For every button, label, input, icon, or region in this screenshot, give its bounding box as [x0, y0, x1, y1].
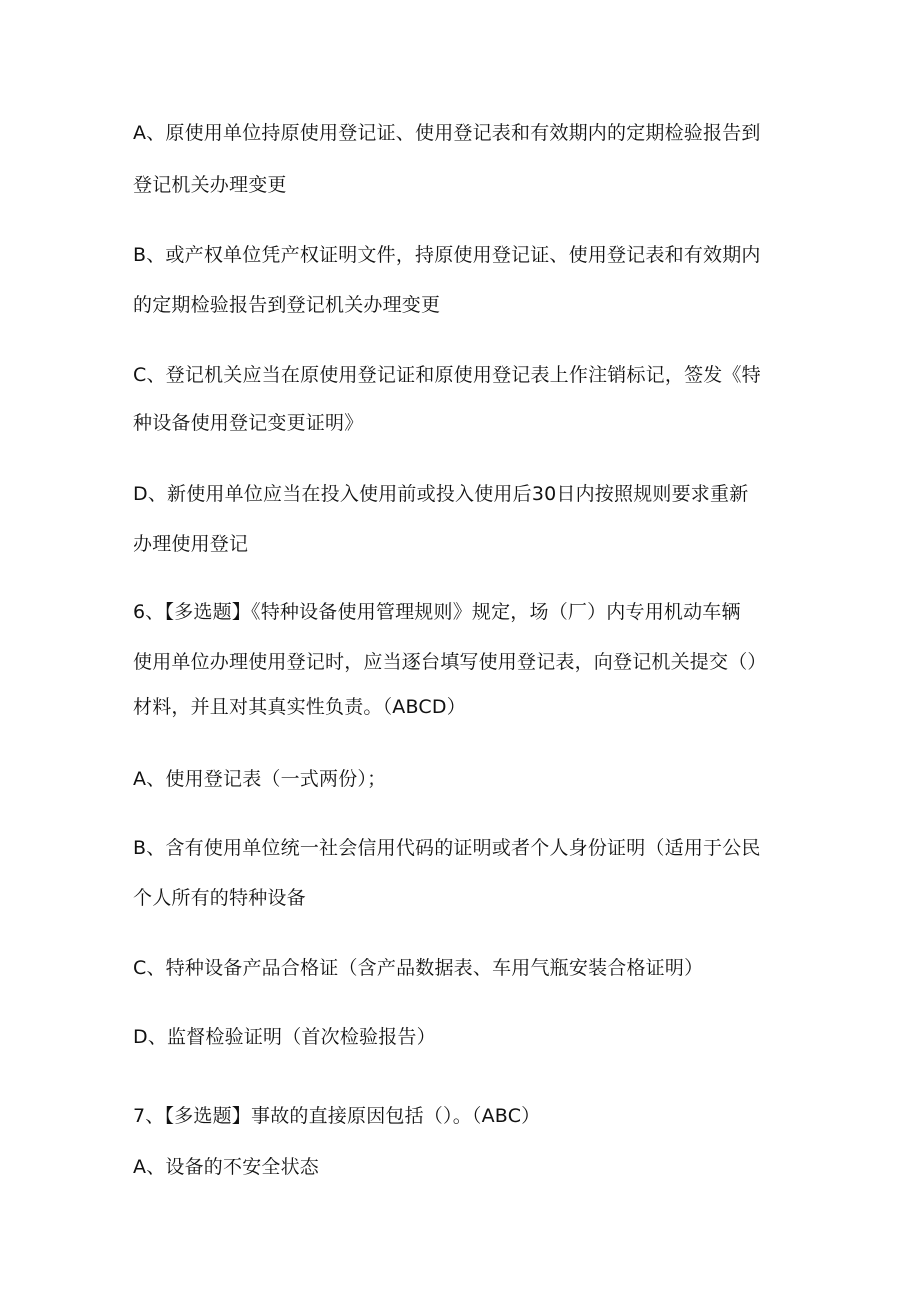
- q5-option-c-line-2: 种设备使用登记变更证明》: [133, 412, 364, 434]
- q6-stem-line-3: 材料，并且对其真实性负责。（ABCD）: [133, 696, 466, 718]
- q5-option-b-line-2: 的定期检验报告到登记机关办理变更: [133, 294, 441, 316]
- q6-option-d: D、监督检验证明（首次检验报告）: [133, 1026, 436, 1048]
- q5-option-d-line-2: 办理使用登记: [133, 533, 249, 555]
- q6-option-a: A、使用登记表（一式两份）；: [133, 768, 387, 790]
- q5-option-b-line-1: B、或产权单位凭产权证明文件，持原使用登记证、使用登记表和有效期内: [133, 244, 761, 266]
- q5-option-d-line-1: D、新使用单位应当在投入使用前或投入使用后30日内按照规则要求重新: [133, 483, 749, 505]
- q5-option-c-line-1: C、登记机关应当在原使用登记证和原使用登记表上作注销标记，签发《特: [133, 364, 761, 386]
- q5-option-a-line-2: 登记机关办理变更: [133, 174, 287, 196]
- q6-stem-line-1: 6、【多选题】《特种设备使用管理规则》规定，场（厂）内专用机动车辆: [133, 601, 741, 623]
- q7-stem: 7、【多选题】事故的直接原因包括（）。（ABC）: [133, 1105, 541, 1127]
- q6-option-c: C、特种设备产品合格证（含产品数据表、车用气瓶安装合格证明）: [133, 957, 704, 979]
- q7-option-a: A、设备的不安全状态: [133, 1156, 319, 1178]
- q6-option-b-line-1: B、含有使用单位统一社会信用代码的证明或者个人身份证明（适用于公民: [133, 837, 761, 859]
- q6-stem-line-2: 使用单位办理使用登记时，应当逐台填写使用登记表，向登记机关提交（）: [133, 651, 767, 673]
- q6-option-b-line-2: 个人所有的特种设备: [133, 887, 306, 909]
- q5-option-a-line-1: A、原使用单位持原使用登记证、使用登记表和有效期内的定期检验报告到: [133, 122, 761, 144]
